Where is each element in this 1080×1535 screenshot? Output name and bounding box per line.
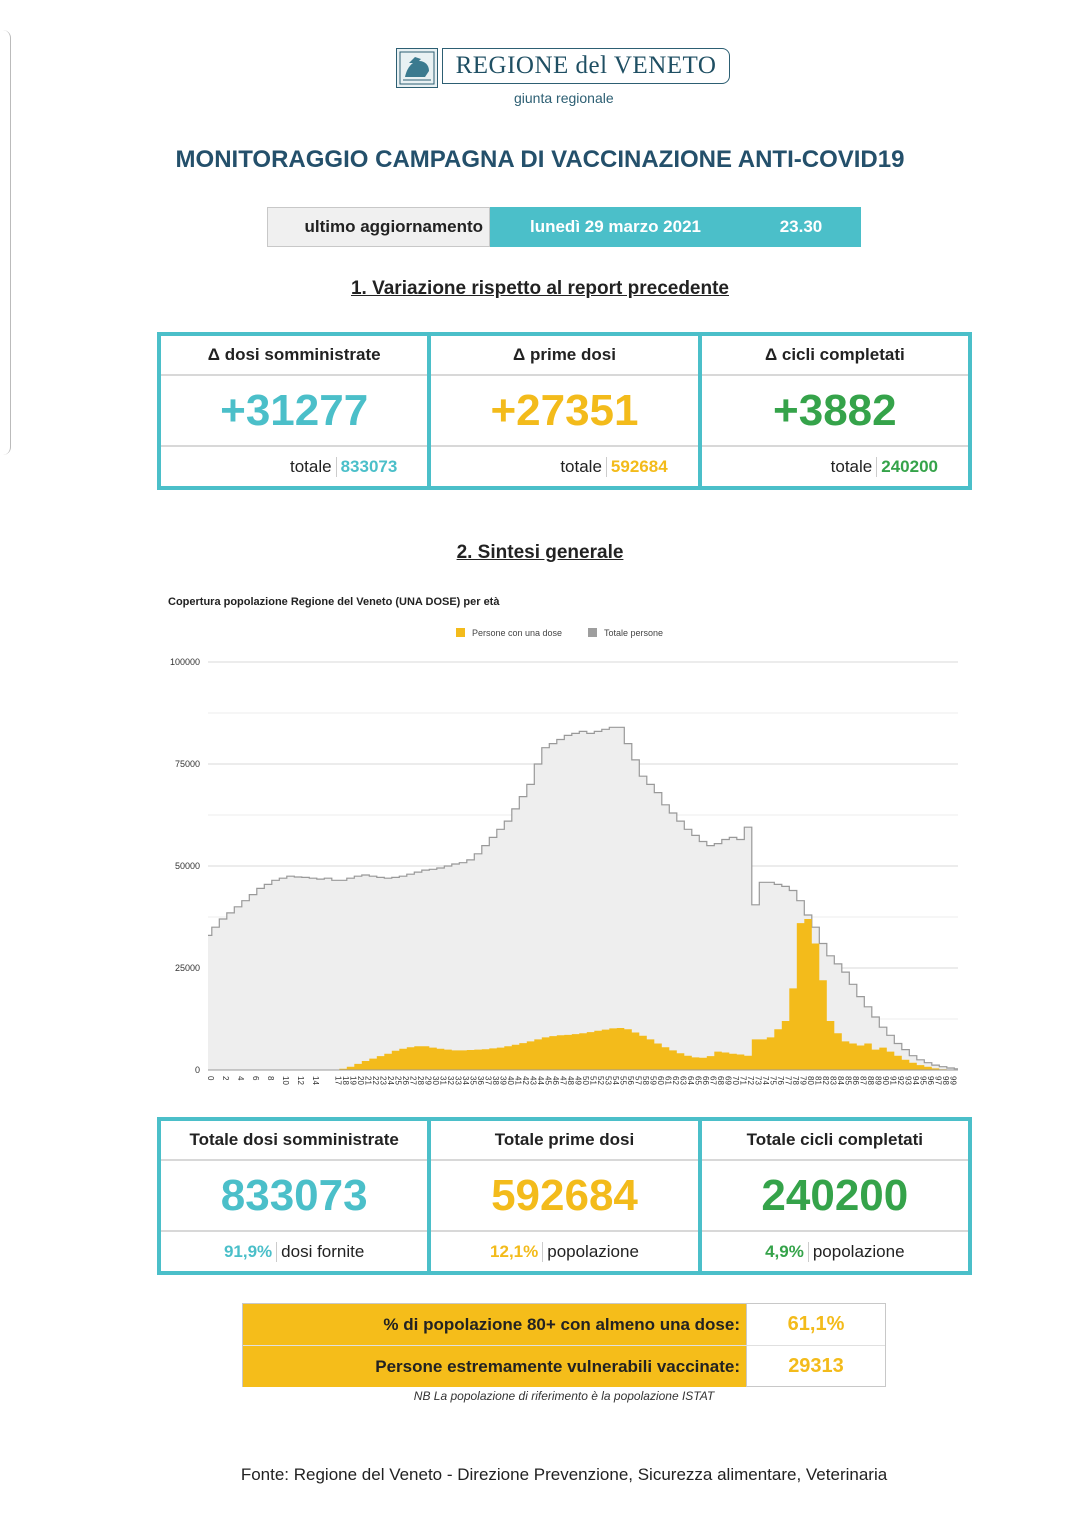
x-tick-label: 0 — [206, 1076, 215, 1081]
card-foot-value: 833073 — [340, 456, 398, 476]
x-tick-label: 22 — [371, 1076, 380, 1085]
row-value: 61,1% — [746, 1304, 885, 1345]
x-tick-label: 21 — [363, 1076, 373, 1085]
legend-label-doses: Persone con una dose — [472, 628, 563, 638]
x-tick-label: 42 — [521, 1076, 530, 1085]
y-tick-label: 100000 — [169, 657, 200, 667]
x-tick-label: 6 — [251, 1076, 260, 1081]
card-value: +31277 — [161, 376, 427, 447]
card-foot — [161, 447, 427, 486]
x-tick-label: 46 — [551, 1076, 560, 1085]
card-head: Δ dosi somministrate — [161, 336, 427, 376]
region-logo — [396, 46, 732, 110]
row-value: 29313 — [746, 1346, 885, 1387]
card-foot-label: totale — [831, 457, 878, 477]
x-tick-label: 51 — [588, 1076, 598, 1085]
legend-swatch-total — [588, 628, 597, 637]
y-tick-label: 75000 — [174, 759, 200, 769]
card-value: +27351 — [431, 376, 697, 447]
x-tick-label: 82 — [821, 1076, 830, 1085]
card-foot-label: totale — [560, 457, 607, 477]
logo-subtitle: giunta regionale — [514, 90, 614, 106]
x-tick-label: 19 — [348, 1076, 358, 1085]
card-foot-value: 12,1% — [490, 1242, 543, 1262]
card-delta-cycles — [702, 336, 968, 486]
lion-seal-icon — [396, 48, 438, 88]
x-tick-label: 93 — [903, 1076, 913, 1085]
x-tick-label: 40 — [506, 1076, 515, 1085]
card-foot-label: totale — [290, 457, 337, 477]
card-value: +3882 — [702, 376, 968, 447]
card-value: 240200 — [702, 1161, 968, 1232]
card-foot-value: 91,9% — [224, 1242, 277, 1262]
x-tick-label: 68 — [716, 1076, 725, 1085]
x-tick-label: 44 — [536, 1076, 545, 1085]
x-tick-label: 32 — [446, 1076, 455, 1085]
row-label: % di popolazione 80+ con almeno una dose: — [243, 1304, 746, 1345]
x-tick-label: 53 — [603, 1076, 613, 1085]
x-tick-label: 55 — [618, 1076, 628, 1085]
summary-cards — [157, 1117, 972, 1275]
x-tick-label: 28 — [416, 1076, 425, 1085]
x-tick-label: 17 — [333, 1076, 343, 1085]
x-tick-label: 37 — [483, 1076, 493, 1085]
card-value: 833073 — [161, 1161, 427, 1232]
x-tick-label: 43 — [528, 1076, 538, 1085]
section-2-title: 2. Sintesi generale — [456, 542, 624, 563]
x-tick-label: 70 — [731, 1076, 740, 1085]
card-foot — [161, 1232, 427, 1271]
x-tick-label: 98 — [941, 1076, 950, 1085]
x-tick-label: 63 — [678, 1076, 688, 1085]
table-row — [243, 1304, 885, 1346]
x-tick-label: 66 — [701, 1076, 710, 1085]
x-tick-label: 99 — [948, 1076, 958, 1085]
x-tick-label: 76 — [776, 1076, 785, 1085]
card-head: Δ cicli completati — [702, 336, 968, 376]
x-tick-label: 58 — [641, 1076, 650, 1085]
y-tick-label: 0 — [194, 1065, 200, 1075]
x-tick-label: 12 — [296, 1076, 305, 1085]
x-tick-label: 52 — [596, 1076, 605, 1085]
x-tick-label: 39 — [498, 1076, 508, 1085]
x-tick-label: 84 — [836, 1076, 845, 1085]
x-tick-label: 10 — [281, 1076, 290, 1085]
card-total-first-doses — [431, 1121, 701, 1271]
x-tick-label: 50 — [581, 1076, 590, 1085]
card-head: Totale prime dosi — [431, 1121, 697, 1161]
card-foot — [431, 447, 697, 486]
x-tick-label: 41 — [513, 1076, 523, 1085]
priority-table — [242, 1303, 886, 1387]
x-tick-label: 87 — [858, 1076, 868, 1085]
update-date: lunedì 29 marzo 2021 — [490, 207, 741, 247]
card-foot-label: popolazione — [547, 1241, 639, 1261]
x-tick-label: 14 — [311, 1076, 320, 1085]
x-tick-label: 36 — [476, 1076, 485, 1085]
legend-swatch-doses — [456, 628, 465, 637]
x-tick-label: 75 — [768, 1076, 778, 1085]
x-tick-label: 85 — [843, 1076, 853, 1085]
x-tick-label: 25 — [393, 1076, 403, 1085]
table-row — [243, 1346, 885, 1387]
x-tick-label: 27 — [408, 1076, 418, 1085]
row-label: Persone estremamente vulnerabili vaccinate: — [243, 1346, 746, 1387]
x-tick-label: 81 — [813, 1076, 823, 1085]
x-tick-label: 30 — [431, 1076, 440, 1085]
card-total-cycles — [702, 1121, 968, 1271]
card-head: Δ prime dosi — [431, 336, 697, 376]
x-tick-label: 62 — [671, 1076, 680, 1085]
card-foot — [702, 447, 968, 486]
x-tick-label: 24 — [386, 1076, 395, 1085]
x-tick-label: 49 — [573, 1076, 583, 1085]
chart-title: Copertura popolazione Regione del Veneto (UNA DOSE) per età — [168, 596, 500, 608]
x-tick-label: 59 — [648, 1076, 658, 1085]
x-tick-label: 79 — [798, 1076, 808, 1085]
x-tick-label: 65 — [693, 1076, 703, 1085]
card-head: Totale dosi somministrate — [161, 1121, 427, 1161]
card-value: 592684 — [431, 1161, 697, 1232]
x-tick-label: 56 — [626, 1076, 635, 1085]
x-tick-label: 90 — [881, 1076, 890, 1085]
x-tick-label: 96 — [926, 1076, 935, 1085]
x-tick-label: 91 — [888, 1076, 898, 1085]
legend-label-total: Totale persone — [604, 628, 664, 638]
card-delta-doses — [161, 336, 431, 486]
x-tick-label: 38 — [491, 1076, 500, 1085]
x-tick-label: 69 — [723, 1076, 733, 1085]
istat-note: NB La popolazione di riferimento è la popolazione ISTAT — [413, 1389, 715, 1403]
x-tick-label: 67 — [708, 1076, 718, 1085]
x-tick-label: 33 — [453, 1076, 463, 1085]
x-tick-label: 34 — [461, 1076, 470, 1085]
update-bar — [267, 207, 861, 247]
card-total-doses — [161, 1121, 431, 1271]
x-tick-label: 48 — [566, 1076, 575, 1085]
logo-wordmark: REGIONE del VENETO — [442, 48, 730, 84]
x-tick-label: 97 — [933, 1076, 943, 1085]
x-tick-label: 35 — [468, 1076, 478, 1085]
x-tick-label: 61 — [663, 1076, 673, 1085]
x-tick-label: 89 — [873, 1076, 883, 1085]
update-label: ultimo aggiornamento — [267, 207, 490, 247]
x-tick-label: 88 — [866, 1076, 875, 1085]
x-tick-label: 45 — [543, 1076, 553, 1085]
x-tick-label: 2 — [221, 1076, 230, 1081]
x-tick-label: 78 — [791, 1076, 800, 1085]
y-tick-label: 50000 — [174, 861, 200, 871]
source-footer: Fonte: Regione del Veneto - Direzione Prevenzione, Sicurezza alimentare, Veterinaria — [240, 1465, 888, 1484]
card-foot — [431, 1232, 697, 1271]
x-tick-label: 31 — [438, 1076, 448, 1085]
page-title: MONITORAGGIO CAMPAGNA DI VACCINAZIONE ANTI-COVID19 — [175, 146, 905, 173]
x-tick-label: 47 — [558, 1076, 568, 1085]
card-head: Totale cicli completati — [702, 1121, 968, 1161]
card-foot-value: 4,9% — [765, 1242, 809, 1262]
card-delta-first-doses — [431, 336, 701, 486]
x-tick-label: 20 — [356, 1076, 365, 1085]
card-foot-label: dosi fornite — [281, 1241, 365, 1261]
section-1-title: 1. Variazione rispetto al report precedente — [350, 278, 729, 299]
x-tick-label: 71 — [738, 1076, 748, 1085]
x-tick-label: 64 — [686, 1076, 695, 1085]
x-tick-label: 4 — [236, 1076, 245, 1081]
x-tick-label: 57 — [633, 1076, 643, 1085]
x-tick-label: 74 — [761, 1076, 770, 1085]
y-tick-label: 25000 — [174, 963, 200, 973]
x-tick-label: 26 — [401, 1076, 410, 1085]
update-time: 23.30 — [741, 207, 861, 247]
x-tick-label: 23 — [378, 1076, 388, 1085]
x-tick-label: 92 — [896, 1076, 905, 1085]
age-coverage-chart — [140, 586, 980, 1096]
variation-cards — [157, 332, 972, 490]
x-tick-label: 95 — [918, 1076, 928, 1085]
x-tick-label: 77 — [783, 1076, 793, 1085]
x-tick-label: 72 — [746, 1076, 755, 1085]
x-tick-label: 94 — [911, 1076, 920, 1085]
side-scroll-edge — [0, 30, 11, 455]
x-tick-label: 29 — [423, 1076, 433, 1085]
card-foot-label: popolazione — [812, 1241, 905, 1261]
card-foot-value: 240200 — [881, 456, 938, 476]
x-tick-label: 83 — [828, 1076, 838, 1085]
x-tick-label: 8 — [266, 1076, 275, 1081]
x-tick-label: 86 — [851, 1076, 860, 1085]
x-tick-label: 18 — [341, 1076, 350, 1085]
x-tick-label: 60 — [656, 1076, 665, 1085]
card-foot — [702, 1232, 968, 1271]
chart-svg — [140, 586, 980, 1096]
x-tick-label: 73 — [753, 1076, 763, 1085]
x-tick-label: 80 — [806, 1076, 815, 1085]
series-total-area — [208, 727, 958, 1070]
card-foot-value: 592684 — [610, 456, 668, 476]
x-tick-label: 54 — [611, 1076, 620, 1085]
